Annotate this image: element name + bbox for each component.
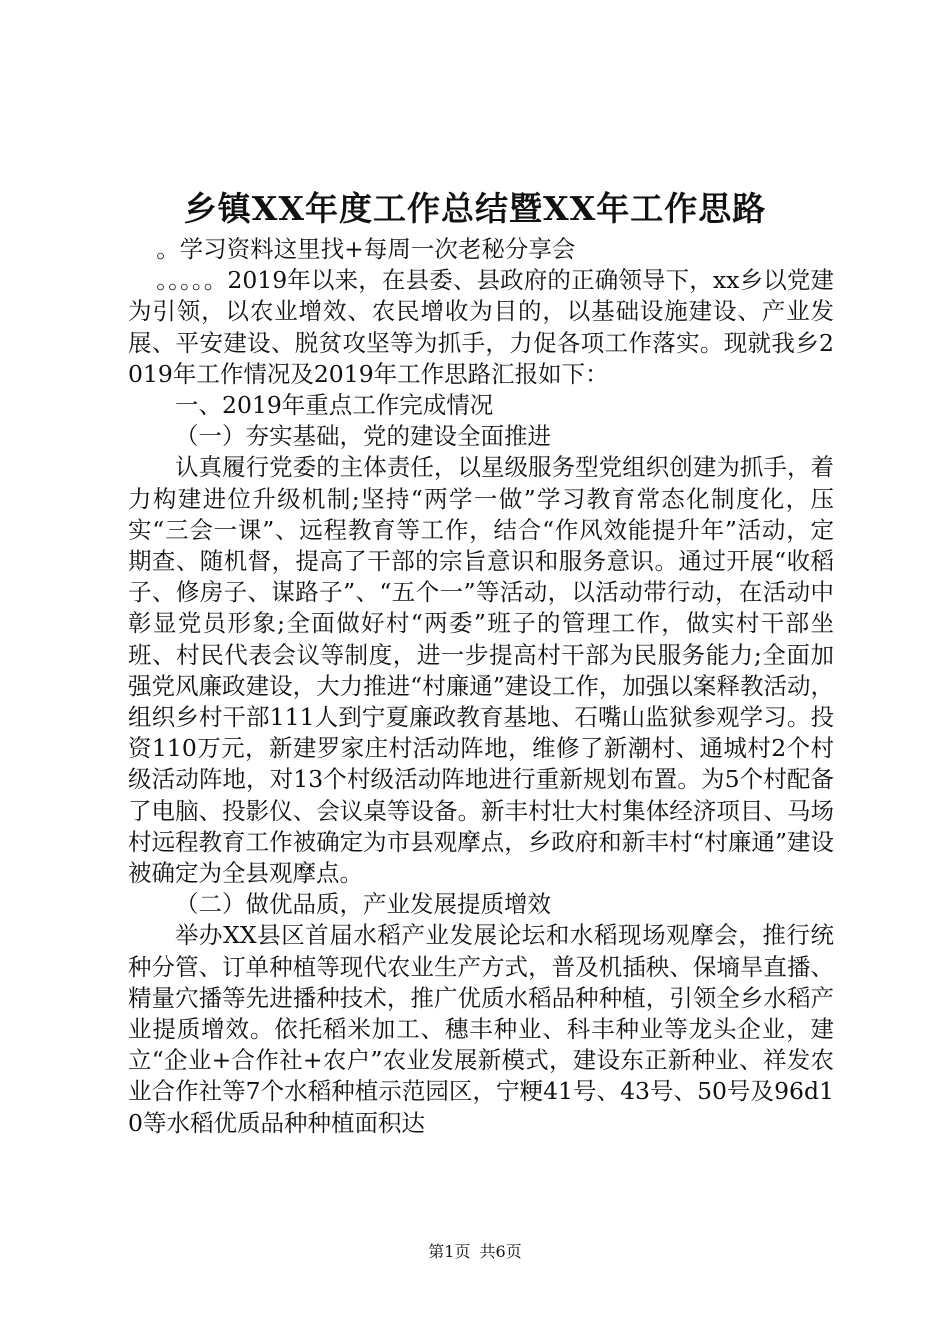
body-paragraph-1: 认真履行党委的主体责任，以星级服务型党组织创建为抓手，着力构建进位升级机制;坚持“两学一做”学习教育常态化制度化，压实“三会一课”、远程教育等工作，结合“作风效能提升年”活动，定期查、随机督，提高了干部的宗旨意识和服务意识。通过开展“收稻子、修房子、谋路子”、“五个一”等活动，以活动带行动，在活动中彰显党员形象;全面做好村“两委”班子的管理工作，做实村干部坐班、村民代表会议等制度，进一步提高村干部为民服务能力;全面加强党风廉政建设，大力推进“村廉通”建设工作，加强以案释教活动，组织乡村干部111人到宁夏廉政教育基地、石嘴山监狱参观学习。投资110万元，新建罗家庄村活动阵地，维修了新潮村、通城村2个村级活动阵地，对13个村级活动阵地进行重新规划布置。为5个村配备了电脑、投影仪、会议桌等设备。新丰村壮大村集体经济项目、马场村远程教育工作被确定为市县观摩点，乡政府和新丰村“村廉通”建设被确定为全县观摩点。 bbox=[128, 453, 834, 888]
intro-note: 。学习资料这里找+每周一次老秘分享会 bbox=[156, 235, 576, 263]
body-paragraph-2: 举办XX县区首届水稻产业发展论坛和水稻现场观摩会，推行统种分管、订单种植等现代农业生产方式，普及机插秧、保墒旱直播、精量穴播等先进播种技术，推广优质水稻品种种植，引领全乡水稻产业提质增效。依托稻米加工、穗丰种业、科丰种业等龙头企业，建立“企业+合作社+农户”农业发展新模式，建设东正新种业、祥发农业合作社等7个水稻种植示范园区，宁粳41号、43号、50号及96d10等水稻优质品种种植面积达 bbox=[128, 921, 834, 1137]
intro-paragraph: 。。。。。2019年以来，在县委、县政府的正确领导下，xx乡以党建为引领，以农业增效、农民增收为目的，以基础设施建设、产业发展、平安建设、脱贫攻坚等为抓手，力促各项工作落实。现就我乡2019年工作情况及2019年工作思路汇报如下： bbox=[128, 266, 834, 388]
document-title: 乡镇XX年度工作总结暨XX年工作思路 bbox=[183, 189, 767, 228]
document-body bbox=[128, 234, 834, 1139]
subsection-heading-2: （二）做优品质，产业发展提质增效 bbox=[175, 890, 551, 919]
section-heading: 一、2019年重点工作完成情况 bbox=[175, 391, 494, 420]
subsection-heading-1: （一）夯实基础，党的建设全面推进 bbox=[175, 422, 551, 451]
page-total: 共6页 bbox=[479, 1242, 522, 1261]
page-number: 第1页 bbox=[428, 1242, 471, 1261]
page-footer bbox=[0, 1241, 950, 1263]
